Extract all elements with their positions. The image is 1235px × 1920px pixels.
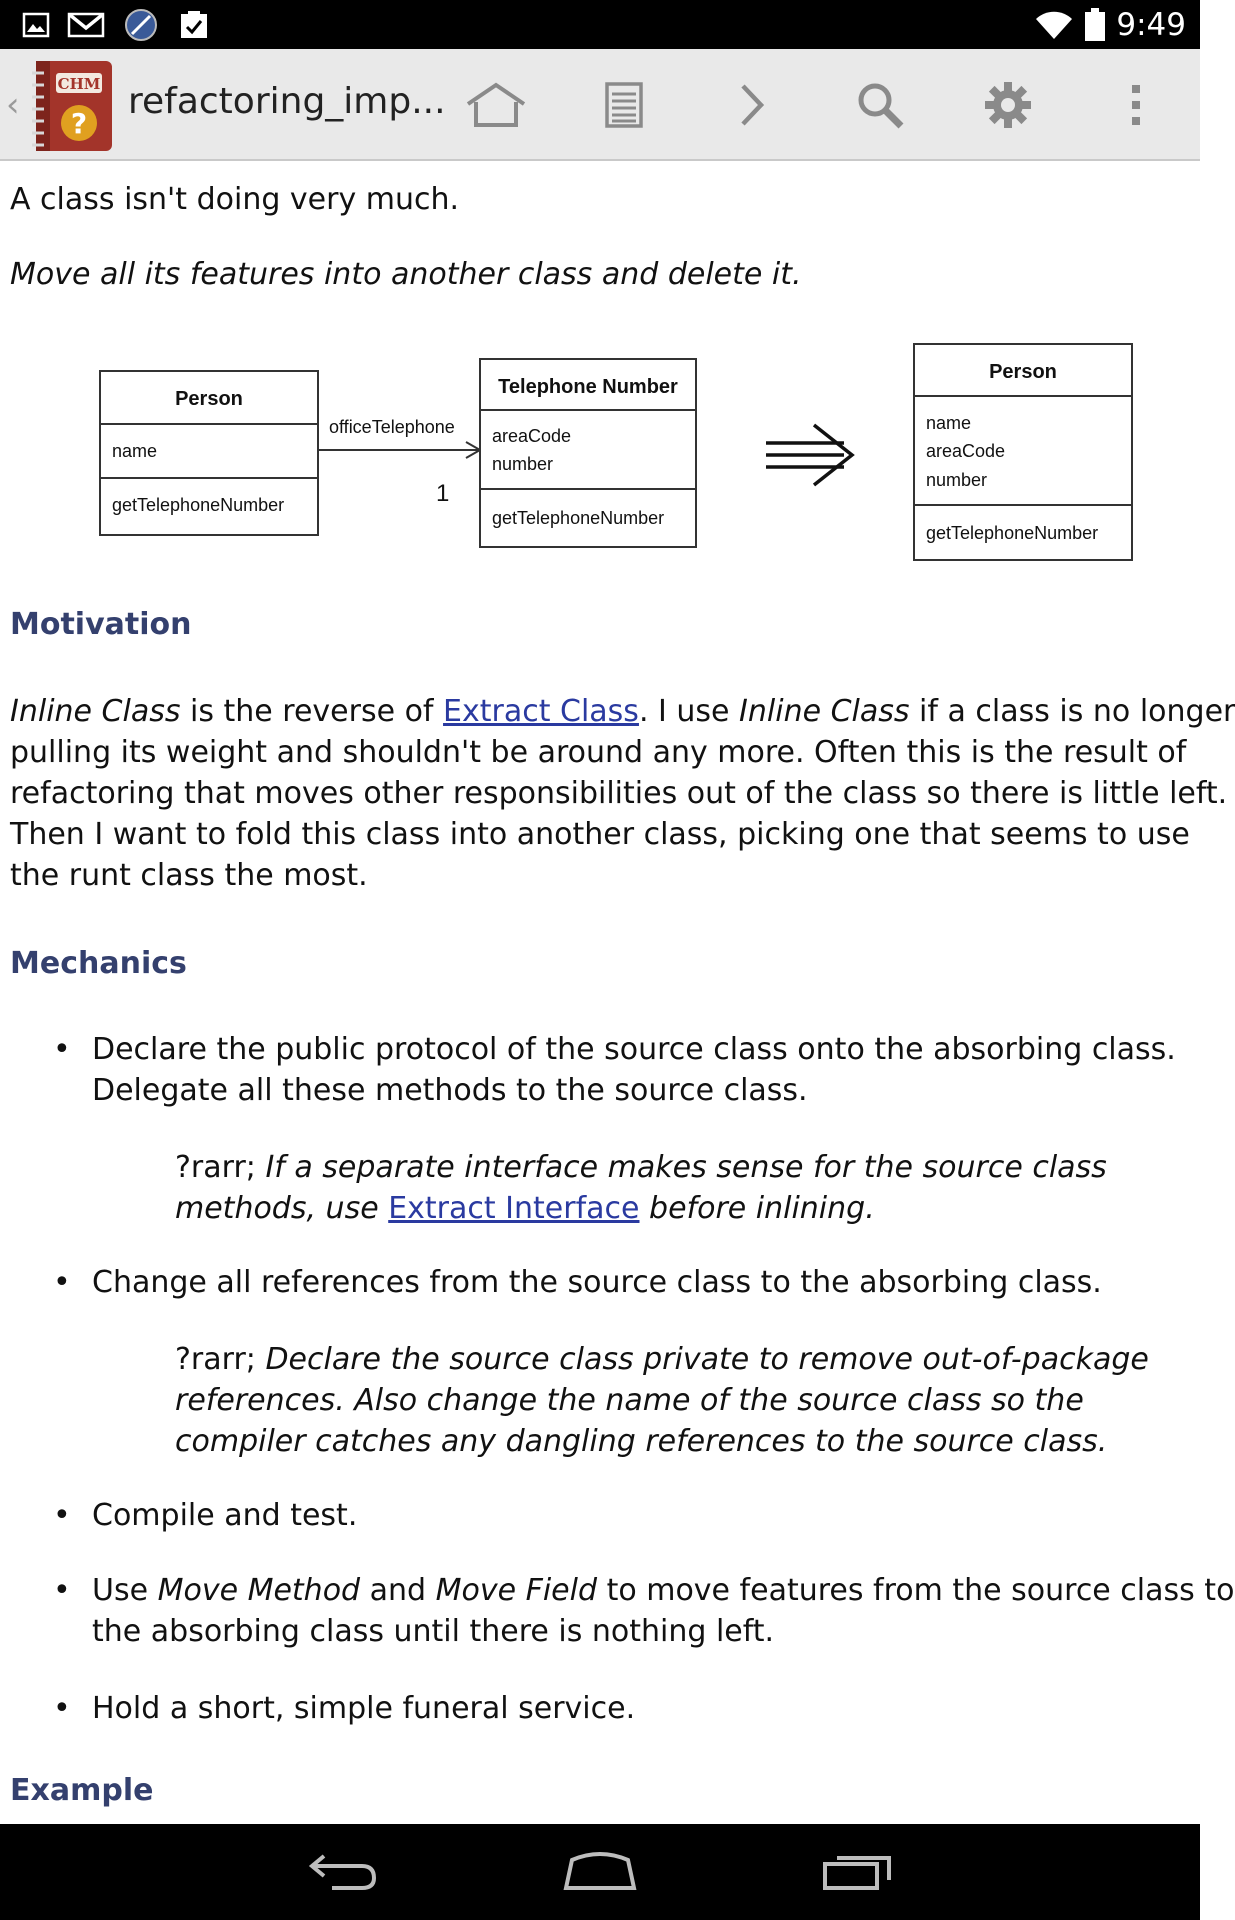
text: the absorbing class until there is nothing left.: [92, 1614, 775, 1649]
settings-icon: [984, 81, 1032, 129]
note: [175, 1339, 1149, 1462]
left-class-attribute: name: [112, 441, 158, 461]
home-icon: [562, 1852, 638, 1892]
middle-class-attribute: number: [492, 454, 554, 474]
bullet-icon: •: [53, 1691, 71, 1726]
text: references. Also change the name of the source class so the: [175, 1383, 1084, 1418]
term: Move Field: [435, 1573, 598, 1608]
text: Declare the source class private to remove out-of-package: [265, 1342, 1149, 1377]
extract-class-link[interactable]: Extract Class: [443, 694, 639, 729]
text: refactoring that moves other responsibilities out of the class so there is little left.: [10, 776, 1228, 811]
text: Delegate all these methods to the source class.: [92, 1073, 808, 1108]
task-icon: [178, 9, 210, 41]
summary-text: Move all its features into another class and delete it.: [10, 257, 802, 292]
right-class-attribute: number: [926, 470, 988, 490]
app-icon: [122, 8, 160, 42]
term: Inline Class: [10, 694, 181, 729]
middle-class-attribute: areaCode: [492, 426, 572, 446]
settings-button[interactable]: [968, 69, 1048, 141]
text: Then I want to fold this class into another class, picking one that seems to use: [10, 817, 1190, 852]
text: If a separate interface makes sense for the source class: [265, 1150, 1107, 1185]
left-class-method: getTelephoneNumber: [112, 495, 285, 515]
text: and: [360, 1573, 436, 1608]
wifi-icon: [1034, 9, 1074, 41]
home-button[interactable]: [456, 69, 536, 141]
toc-icon: [604, 82, 644, 128]
status-bar: [0, 0, 1200, 49]
uml-diagram: [88, 339, 1148, 549]
term: Move Method: [157, 1573, 361, 1608]
term: Inline Class: [739, 694, 910, 729]
association-multiplicity: 1: [436, 480, 450, 507]
text: to move features from the source class to: [597, 1573, 1235, 1608]
notification-icons: [22, 8, 210, 42]
text: Use: [92, 1573, 158, 1608]
next-page-button[interactable]: [712, 69, 792, 141]
next-icon: [737, 82, 767, 128]
search-icon: [855, 80, 905, 130]
clock: 9:49: [1116, 6, 1186, 43]
bullet-icon: •: [53, 1265, 71, 1300]
text: compiler catches any dangling references to the source class.: [175, 1424, 1108, 1459]
up-navigation-icon[interactable]: ‹: [6, 85, 20, 125]
note: [175, 1147, 1107, 1229]
bullet-icon: •: [53, 1498, 71, 1533]
motivation-heading: Motivation: [10, 607, 192, 642]
middle-class-method: getTelephoneNumber: [492, 508, 665, 528]
chm-app-icon[interactable]: [30, 59, 116, 153]
home-icon: [464, 82, 528, 128]
motivation-paragraph: [10, 691, 1235, 896]
recents-icon: [821, 1852, 893, 1892]
overflow-menu-button[interactable]: [1096, 69, 1176, 141]
mechanics-heading: Mechanics: [10, 946, 187, 981]
text: Declare the public protocol of the source class onto the absorbing class.: [92, 1032, 1176, 1067]
toc-button[interactable]: [584, 69, 664, 141]
text: if a class is no longer: [909, 694, 1235, 729]
home-nav-button[interactable]: [540, 1842, 660, 1902]
association-label: officeTelephone: [329, 417, 455, 437]
example-heading: Example: [10, 1773, 154, 1808]
list-item: Change all references from the source class to the absorbing class.: [92, 1265, 1102, 1300]
gmail-icon: [68, 11, 104, 39]
overflow-menu-icon: [1129, 82, 1143, 128]
extract-interface-link[interactable]: Extract Interface: [388, 1191, 640, 1226]
battery-icon: [1084, 8, 1106, 42]
status-right: [1034, 0, 1186, 49]
list-item: Compile and test.: [92, 1498, 358, 1533]
gallery-icon: [22, 11, 50, 39]
back-icon: [308, 1852, 378, 1892]
text: the runt class the most.: [10, 858, 368, 893]
text: is the reverse of: [180, 694, 444, 729]
svg-text:?: ?: [70, 107, 88, 140]
list-item: [92, 1029, 1176, 1111]
search-button[interactable]: [840, 69, 920, 141]
back-button[interactable]: [283, 1842, 403, 1902]
text: methods, use: [175, 1191, 389, 1226]
left-class-name: Person: [175, 388, 243, 410]
document-title: refactoring_imp...: [128, 81, 446, 122]
list-item: [92, 1570, 1234, 1652]
recents-button[interactable]: [797, 1842, 917, 1902]
navigation-bar: [0, 1824, 1200, 1920]
list-item: Hold a short, simple funeral service.: [92, 1691, 636, 1726]
refactor-arrow-icon: [766, 425, 852, 485]
middle-class-name: Telephone Number: [498, 376, 678, 398]
bullet-icon: •: [53, 1032, 71, 1067]
document-content: [10, 161, 1235, 1824]
bullet-icon: •: [53, 1573, 71, 1608]
right-class-method: getTelephoneNumber: [926, 523, 1099, 543]
action-bar: [0, 49, 1200, 161]
right-class-attribute: areaCode: [926, 441, 1006, 461]
intro-text: A class isn't doing very much.: [10, 182, 460, 217]
text: before inlining.: [639, 1191, 875, 1226]
svg-text:CHM: CHM: [57, 75, 101, 93]
right-class-name: Person: [989, 361, 1057, 383]
note-prefix: ?rarr;: [175, 1342, 266, 1377]
right-class-attribute: name: [926, 413, 972, 433]
note-prefix: ?rarr;: [175, 1150, 266, 1185]
text: . I use: [638, 694, 740, 729]
text: pulling its weight and shouldn't be around any more. Often this is the result of: [10, 735, 1187, 770]
